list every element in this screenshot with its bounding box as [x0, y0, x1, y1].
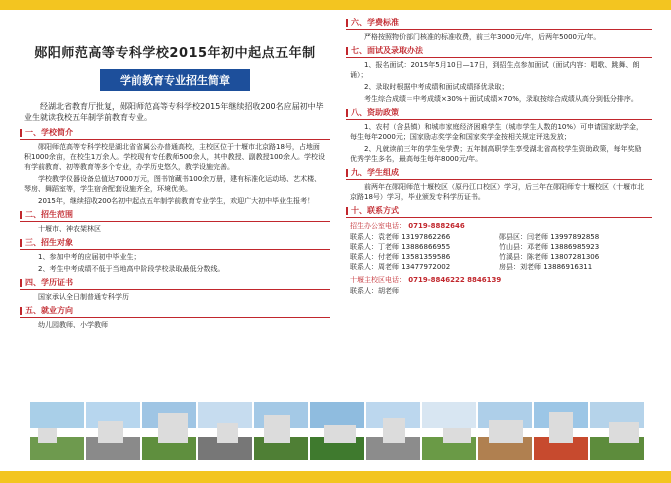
- section-paragraph: 学校教学仪器设备总值达7000万元，图书馆藏书100余万册，建有标准化运动场、艺术楼、琴房、舞蹈室等，学生宿舍配套设施齐全，环境优美。: [24, 175, 322, 193]
- section-title: 五、就业方向: [20, 305, 330, 318]
- contact-list: [346, 232, 652, 272]
- photo-building: [158, 413, 189, 443]
- contact-entry: 联系人：丁老师 13886866955: [350, 243, 451, 251]
- section-paragraph: 国家承认全日制普通专科学历: [38, 293, 129, 301]
- bottom-band: [0, 471, 671, 483]
- section-title: 九、学生组成: [346, 167, 652, 180]
- campus-photo: [30, 402, 84, 460]
- photo-building: [549, 412, 573, 442]
- photo-building: [98, 421, 123, 443]
- campus-photo: [366, 402, 420, 460]
- photo-building: [217, 423, 238, 443]
- section-title: 二、招生范围: [20, 209, 330, 222]
- title-banner: 学前教育专业招生简章: [100, 69, 250, 91]
- photo-sky: [310, 402, 364, 428]
- photo-building: [443, 428, 471, 443]
- left-sections: [20, 127, 330, 330]
- contact-entry: 郧县区：闫老师 13997892858: [499, 233, 600, 241]
- campus-photo: [198, 402, 252, 460]
- shiyan-contact-person: 联系人：胡老师: [350, 287, 399, 295]
- section-title: 六、学费标准: [346, 17, 652, 30]
- contact-entry: 联系人：周老师 13477972002: [350, 263, 451, 271]
- page-title: 郧阳师范高等专科学校2015年初中起点五年制: [34, 46, 316, 61]
- contact-row: [350, 262, 648, 272]
- campus-photo: [534, 402, 588, 460]
- section-paragraph: 严格按照物价部门核准的标准收费，前三年3000元/年，后两年5000元/年。: [364, 33, 601, 41]
- section-title: 八、资助政策: [346, 107, 652, 120]
- photo-building: [38, 428, 57, 443]
- campus-photo: [142, 402, 196, 460]
- campus-photo: [86, 402, 140, 460]
- contact-entry: 联系人：付老师 13581359586: [350, 253, 451, 261]
- section-marker: [346, 109, 348, 117]
- section-title: 一、学校简介: [20, 127, 330, 140]
- contact-row: [350, 252, 648, 262]
- photo-sky: [30, 402, 84, 428]
- campus-photo: [590, 402, 644, 460]
- section-paragraph: 郧阳师范高等专科学校是湖北省省属公办普通高校，主校区位于十堰市北京路18号，占地面积1000余亩，在校生1万余人。学校现有专任教师500余人，其中教授、副教授100余人。学校设有学前教育、初等教育等多个专业，办学历史悠久，教学设施完善。: [24, 143, 325, 171]
- section-marker: [20, 211, 22, 219]
- shiyan-phone-line: 十堰主校区电话： 0719-8846222 8846139: [350, 276, 502, 284]
- photo-building: [383, 418, 405, 443]
- section-marker: [20, 239, 22, 247]
- section-title: 三、招生对象: [20, 237, 330, 250]
- intro-paragraph: 经湖北省教育厅批复，郧阳师范高等专科学校2015年继续招收200名应届初中毕业生就读我校五年制学前教育专业。: [24, 102, 324, 122]
- campus-photo-strip: [30, 402, 644, 460]
- office-phone-line: 招生办公室电话： 0719-8882646: [350, 222, 465, 230]
- section-marker: [20, 307, 22, 315]
- section-paragraph: 十堰市、神农架林区: [38, 225, 101, 233]
- section-paragraph: 考生综合成绩＝中考成绩×30%＋面试成绩×70%，录取按综合成绩从高分到低分排序。: [364, 95, 638, 103]
- top-band: [0, 0, 671, 10]
- section-paragraph: 幼儿园教师、小学教师: [38, 321, 108, 329]
- contact-entry: 联系人：袁老师 13197862266: [350, 233, 451, 241]
- contact-row: [350, 242, 648, 252]
- section-paragraph: 1、农村（含县镇）和城市家庭经济困难学生（城市学生人数的10%）可申请国家助学金，每生每年2000元；国家励志奖学金和国家奖学金按相关规定评选发放；: [350, 123, 644, 141]
- photo-building: [489, 420, 523, 443]
- photo-building: [324, 425, 356, 442]
- section-title: 七、面试及录取办法: [346, 45, 652, 58]
- section-marker: [346, 47, 348, 55]
- campus-photo: [254, 402, 308, 460]
- right-column: [346, 14, 652, 298]
- section-paragraph: 1、参加中考的应届初中毕业生；: [38, 253, 141, 261]
- section-marker: [20, 129, 22, 137]
- section-marker: [20, 279, 22, 287]
- section-paragraph: 2、考生中考成绩不低于当地高中阶段学校录取最低分数线。: [38, 265, 225, 273]
- section-paragraph: 2015年，继续招收200名初中起点五年制学前教育专业学生，欢迎广大初中毕业生报考！: [38, 197, 315, 205]
- right-sections: [346, 17, 652, 202]
- section-marker: [346, 207, 348, 215]
- contact-section-title: 十、联系方式: [346, 205, 652, 218]
- section-paragraph: 前两年在郧阳师范十堰校区（原丹江口校区）学习，后三年在郧阳师专十堰校区（十堰市北京路18号）学习，毕业颁发专科学历证书。: [350, 183, 644, 201]
- photo-building: [609, 422, 639, 442]
- photo-building: [264, 415, 290, 442]
- contact-row: [350, 232, 648, 242]
- section-paragraph: 2、录取时根据中考成绩和面试成绩择优录取；: [364, 83, 509, 91]
- section-marker: [346, 169, 348, 177]
- contact-entry: 竹溪县：陈老师 13807281306: [499, 253, 600, 261]
- section-paragraph: 2、凡就读前三年的学生免学费；五年制高职学生享受湖北省高校学生资助政策，每年奖励优秀学生多名，最高每生每年8000元/年。: [350, 145, 642, 163]
- contact-entry: 竹山县：邓老师 13886985923: [499, 243, 600, 251]
- left-column: [20, 14, 330, 332]
- section-title: 四、学历证书: [20, 277, 330, 290]
- photo-sky: [422, 402, 476, 428]
- section-paragraph: 1、报名面试：2015年5月10日—17日，到招生点参加面试（面试内容：唱歌、跳舞、朗诵）；: [350, 61, 640, 79]
- campus-photo: [310, 402, 364, 460]
- section-marker: [346, 19, 348, 27]
- campus-photo: [478, 402, 532, 460]
- campus-photo: [422, 402, 476, 460]
- contact-entry: 房县：刘老师 13886916311: [499, 263, 593, 271]
